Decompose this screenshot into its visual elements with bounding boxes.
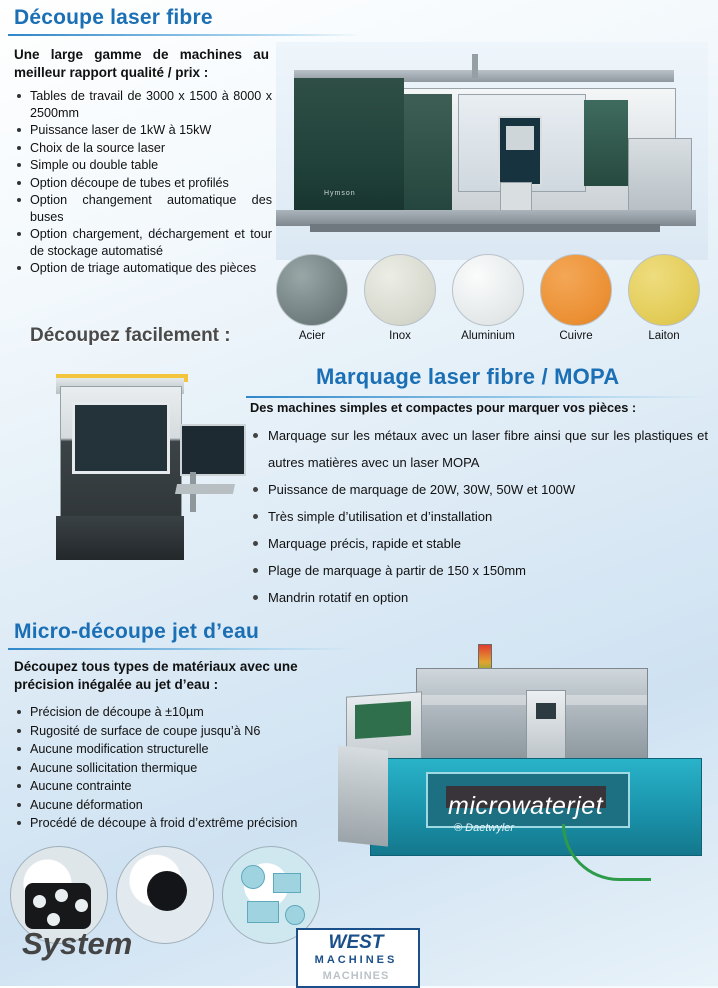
swatch-disc [452,254,524,326]
machine-keyboard [175,484,235,494]
laser-cutting-machine-photo [276,42,708,260]
material-swatch-inox [364,254,436,342]
list-item: Puissance laser de 1kW à 15kW [14,122,272,139]
sample-detail [241,865,265,889]
laser-marking-machine-photo [40,366,250,576]
material-swatch-aluminium [452,254,524,342]
list-item: Aucune déformation [14,797,359,815]
swatch-label: Cuivre [559,330,593,342]
machine-mast [472,54,478,78]
list-item: Mandrin rotatif en option [250,584,708,611]
waterjet-machine-photo [330,638,712,878]
section-title-laser-marking: Marquage laser fibre / MOPA [316,364,620,389]
tagline-decoupez-facilement: Découpez facilement : [30,325,231,346]
machine-brand-name: microwaterjet [448,792,604,820]
section-lead-text: Des machines simples et compactes pour marquer vos pièces : [250,400,637,415]
material-swatch-laiton [628,254,700,342]
swatch-disc [540,254,612,326]
list-item: Tables de travail de 3000 x 1500 à 8000 x 2500mm [14,88,272,121]
cutting-head [526,690,566,766]
list-item: Rugosité de surface de coupe jusqu’à N6 [14,723,359,741]
list-item: Précision de découpe à ±10µm [14,704,359,722]
list-item: Puissance de marquage de 20W, 30W, 50W et 100W [250,476,708,503]
west-logo-line3: MACHINES [322,970,390,982]
swatch-disc [364,254,436,326]
list-item: Choix de la source laser [14,140,272,157]
green-hose [562,824,651,881]
machine-enclosure-mid [404,94,452,220]
machine-column [338,745,388,846]
page-footer [0,918,718,986]
sample-detail [33,895,46,908]
swatch-label: Inox [389,330,411,342]
section-lead-text: Une large gamme de machines au meilleur rapport qualité / prix : [14,47,269,80]
list-item: Option de triage automatique des pièces [14,260,272,277]
list-item: Option changement automatique des buses [14,192,272,225]
sample-detail [273,873,301,893]
sample-detail [147,871,187,911]
swatch-disc [276,254,348,326]
west-machines-logo [296,928,420,988]
section-divider [246,396,708,398]
machine-enclosure-left [294,78,404,220]
machine-base [310,224,660,232]
company-logo-suffix: System [22,926,133,961]
swatch-disc [628,254,700,326]
list-item: Aucune modification structurelle [14,741,359,759]
list-item: Marquage sur les métaux avec un laser fibre ainsi que sur les plastiques et autres matières avec un laser MOPA [250,422,708,476]
machine-brand-sub: ® Daetwyler [454,822,515,834]
list-item: Plage de marquage à partir de 150 x 150mm [250,557,708,584]
section-divider [8,34,363,36]
feature-list-laser-cutting [14,88,272,278]
section-title-waterjet: Micro-découpe jet d’eau [14,620,259,643]
list-item: Aucune sollicitation thermique [14,760,359,778]
list-item: Très simple d’utilisation et d’installation [250,503,708,530]
swatch-label: Laiton [648,330,680,342]
sample-detail [55,889,68,902]
machine-window [72,402,170,474]
section-laser-cutting [0,0,718,352]
sample-detail [75,899,88,912]
feature-list-waterjet [14,704,359,834]
machine-base [56,516,184,560]
list-item: Marquage précis, rapide et stable [250,530,708,557]
machine-brand-logo: Hymson [324,190,356,197]
list-item: Option chargement, déchargement et tour de stockage automatisé [14,226,272,259]
material-swatch-acier [276,254,348,342]
machine-enclosure-right [584,100,628,186]
list-item: Option découpe de tubes et profilés [14,175,272,192]
machine-monitor [180,424,246,476]
west-logo-line1: WEST [328,932,384,953]
list-item: Simple ou double table [14,157,272,174]
list-item: Procédé de découpe à froid d’extrême précision [14,815,359,833]
feature-list-laser-marking [250,422,708,611]
material-swatches [276,254,708,350]
section-laser-marking [0,356,718,618]
list-item: Aucune contrainte [14,778,359,796]
company-logo-easystem [22,926,132,962]
material-swatch-cuivre [540,254,612,342]
swatch-label: Aluminium [461,330,515,342]
section-divider [8,648,353,650]
section-lead-text: Découpez tous types de matériaux avec une précision inégalée au jet d’eau : [14,659,298,692]
swatch-label: Acier [298,330,326,342]
section-title-laser-cutting: Découpe laser fibre [14,6,213,29]
west-logo-line2: MACHINES [314,954,398,966]
machine-control-panel [498,116,542,186]
